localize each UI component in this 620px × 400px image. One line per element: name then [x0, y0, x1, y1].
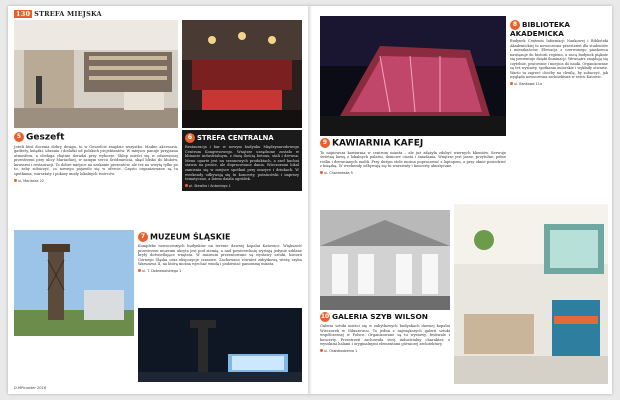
strefa-centralna-photo — [182, 20, 302, 128]
muzeum-article — [138, 232, 302, 273]
muzeum-night-photo — [138, 308, 302, 382]
muzeum-body: Kompleks nowoczesnych budynków na terenie dawnej kopalni Katowice. Większość przestrzeni muzeum ukryta jest pod ziemią, a nad powierzchnię wystają jedynie szklane bryły doświetlające wnętrza. W muzeum prezentowane są wystawy sztuki, historii Górnego Śląska oraz ekspozycje czasowe. Zachowano również zabytkową wieżę szybu Warszawa II, na którą można wjechać windą i podziwiać panoramę miasta. — [138, 244, 302, 267]
geszeft-heading — [14, 132, 178, 143]
pin-icon — [320, 171, 323, 174]
kawiarnia-number: 9 — [320, 138, 330, 148]
muzeum-tower-photo — [14, 230, 134, 336]
biblioteka-title: BIBLIOTEKA AKADEMICKA — [510, 20, 570, 38]
galeria-address-row — [320, 349, 450, 353]
kawiarnia-body: To najnowsza kawiarnia w centrum miasta – ale już zdążyła zdobyć wiernych klientów. Serwuje świetną kawę z lokalnych palarni, domowe ciasta i śniadania. Wnętrze jest jasne, przytulne, pełne roślin i drewnianych mebli. Przy dużym stole można popracować z laptopem, a przy oknie posiedzieć z książką. W weekendy odbywają się tu warsztaty i koncerty akustyczne. — [320, 150, 506, 169]
galeria-address: ul. Oswobodzenia 1 — [324, 348, 358, 353]
magazine-spread — [8, 6, 612, 394]
biblioteka-address: ul. Bankowa 11a — [514, 81, 543, 86]
biblioteka-address-row — [510, 82, 608, 86]
galeria-number: 10 — [320, 313, 330, 320]
geszeft-photo — [14, 20, 178, 128]
strefa-heading — [185, 133, 299, 143]
biblioteka-body: Budynek Centrum Informacji Naukowej i Biblioteki Akademickiej to nowoczesna przestrzeń dla studentów i mieszkańców. Elewacja z czerwonego piaskowca nawiązuje do historii regionu, a nocą budynek pięknie się prezentuje dzięki iluminacji. Wewnątrz znajdują się czytelnie, pracownie i miejsca do nauki. Organizowane są też wystawy, spotkania autorskie i wykłady otwarte. Warto tu zajrzeć choćby na chwilę, by zobaczyć, jak wygląda nowoczesna architektura w sercu Katowic. — [510, 39, 608, 80]
geszeft-body: Jeżeli ktoś docenia dobry design, to w Geszefcie znajdzie wszystko. Modne akcesoria, gadżety, książki, ubrania i dodatki od polskich projektantów. W miejscu panuje przyjazna atmosfera, a obsługa chętnie doradzi przy wyborze. Sklep mieści się w odnowionej przestrzeni przy ulicy Mariackiej, w samym sercu Śródmieścia, skąd blisko do klubów, kawiarni i restauracji. To dobre miejsce na szukanie prezentów, ale też na wizytę tylko po to, żeby zobaczyć, co nowego pojawiło się w ofercie. Często organizowane są tu spotkania, warsztaty i pokazy mody lokalnych twórców. — [14, 144, 178, 177]
geszeft-article — [14, 132, 178, 183]
kawiarnia-address: ul. Chorzowska 5 — [324, 170, 353, 175]
right-page — [312, 6, 612, 394]
geszeft-address-row — [14, 179, 178, 183]
strefa-article — [182, 130, 302, 191]
galeria-title: GALERIA SZYB WILSON — [332, 312, 428, 321]
biblioteka-heading — [510, 20, 608, 37]
strefa-title: STREFA CENTRALNA — [197, 134, 274, 142]
galeria-heading — [320, 312, 450, 322]
kawiarnia-heading — [320, 138, 506, 149]
left-page — [8, 6, 308, 394]
strefa-address-row — [185, 184, 299, 188]
biblioteka-photo — [320, 16, 506, 136]
strefa-body: Restauracja i bar w nowym budynku Międzynarodowego Centrum Kongresowego. Wnętrze urządzone zostało w klimacie industrialnym, z dużą ilością betonu, stali i drewna. Menu oparte jest na sezonowych produktach, a szef kuchni stawia na proste, ale dopracowane dania. Wieczorami lokal zamienia się w miejsce spotkań przy muzyce i drinkach. W weekendy odbywają się tu koncerty, potańcówki i imprezy tematyczne, a latem działa ogródek. — [185, 145, 299, 182]
kawiarnia-title: KAWIARNIA KAFEJ — [332, 138, 424, 149]
biblioteka-number: 8 — [510, 20, 520, 30]
pin-icon — [320, 349, 323, 352]
galeria-photo — [320, 210, 450, 310]
muzeum-address: ul. T. Dobrowolskiego 1 — [142, 268, 182, 273]
page-number: 130 — [16, 10, 31, 18]
pin-icon — [14, 179, 17, 182]
galeria-article — [320, 312, 450, 353]
geszeft-title: Geszeft — [26, 132, 65, 143]
muzeum-title: MUZEUM ŚLĄSKIE — [150, 232, 231, 242]
pin-icon — [510, 82, 513, 85]
muzeum-heading — [138, 232, 302, 242]
geszeft-number: 5 — [14, 132, 24, 142]
section-name: STREFA MIEJSKA — [34, 10, 102, 18]
strefa-address: pl. Sławika i Antoniego 1 — [189, 183, 231, 188]
kawiarnia-photo — [454, 204, 608, 384]
kawiarnia-address-row — [320, 171, 506, 175]
footer-left: D.MPmaster 2016 — [14, 386, 47, 390]
pin-icon — [185, 184, 188, 187]
geszeft-address: ul. Mariacka 22 — [18, 178, 44, 183]
muzeum-number: 7 — [138, 232, 148, 242]
biblioteka-article — [510, 20, 608, 86]
strefa-number: 6 — [185, 133, 195, 143]
pin-icon — [138, 269, 141, 272]
galeria-body: Galeria sztuki mieści się w zabytkowych budynkach dawnej kopalni Wieczorek w Nikiszowcu. To jedna z największych galerii sztuki współczesnej w Polsce. Organizowane są tu wystawy, festiwale i koncerty. Przestrzeń zachowała swój industrialny charakter, z wysokimi halami i oryginalnymi elementami górniczej architektury. — [320, 324, 450, 347]
page-header — [14, 10, 102, 18]
muzeum-address-row — [138, 269, 302, 273]
kawiarnia-article — [320, 138, 506, 175]
